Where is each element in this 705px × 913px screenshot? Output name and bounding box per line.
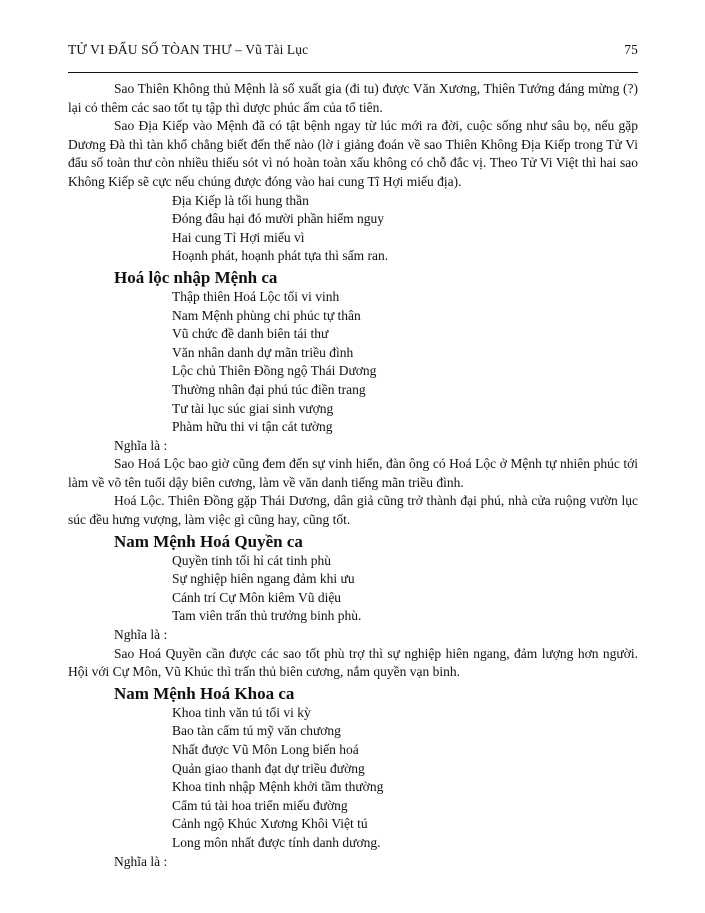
verse-line: Khoa tinh văn tú tối vi kỳ: [172, 704, 311, 720]
verse-line: Đóng đâu hại đó mười phần hiểm nguy: [172, 211, 385, 227]
verse-line: Long môn nhất được tính danh dương.: [172, 834, 381, 850]
section-heading: Hoá lộc nhập Mệnh ca: [114, 267, 278, 287]
verse-line: Cẩm tú tài hoa triển miếu đường: [172, 797, 348, 813]
verse-line: Vũ chức đề danh biên tái thư: [172, 326, 329, 342]
verse-line: Thường nhân đại phú túc điền trang: [172, 381, 366, 397]
verse-line: Sự nghiệp hiên ngang đảm khi ưu: [172, 571, 355, 587]
verse-block: [68, 288, 638, 437]
page-content: [68, 80, 638, 871]
verse-line: Tam viên trấn thủ trưởng binh phù.: [172, 608, 362, 624]
verse-line: Nhất được Vũ Môn Long biến hoá: [172, 742, 359, 757]
meaning-label: Nghĩa là :: [114, 853, 168, 869]
verse-line: Hai cung Tỉ Hợi miếu vì: [172, 229, 305, 245]
meaning-label: Nghĩa là :: [114, 437, 168, 453]
verse-line: Hoạnh phát, hoạnh phát tựa thì sấm ran.: [172, 248, 389, 264]
verse-line: Quản giao thanh đạt dự triều đường: [172, 760, 365, 776]
verse-line: Cánh trí Cự Môn kiêm Vũ diệu: [172, 589, 342, 605]
verse-line: Lộc chủ Thiên Đồng ngộ Thái Dương: [172, 363, 377, 379]
verse-line: Bao tàn cẩm tú mỹ văn chương: [172, 723, 341, 739]
verse-line: Địa Kiếp là tối hung thần: [172, 192, 309, 208]
verse-line: Văn nhân danh dự mãn triều đình: [172, 344, 354, 360]
verse-line: Phàm hữu thi vi tận cát tường: [172, 419, 333, 435]
paragraph: Sao Hoá Quyền cần được các sao tốt phù trợ thì sự nghiệp hiên ngang, đảm lượng hơn người. Hội với Cự Môn, Vũ Khúc thì trấn thủ biên cương, nắm quyền vạn binh.: [68, 645, 638, 680]
paragraph: Sao Thiên Không thủ Mệnh là số xuất gia (đi tu) được Văn Xương, Thiên Tướng đáng mừng (?) lại có thêm các sao tốt tụ tập thì dược phúc ấm của tổ tiên.: [68, 81, 638, 115]
verse-line: Thập thiên Hoá Lộc tối vi vinh: [172, 288, 340, 304]
verse-line: Tư tài lục súc giai sinh vượng: [172, 400, 334, 416]
paragraph: Sao Địa Kiếp vào Mệnh đã có tật bệnh ngay từ lúc mới ra đời, cuộc sống như sâu bọ, nếu gặp Dương Đà thì tàn khổ chẳng biết đến thế nào (lờ i giảng đoán về sao Thiên Không Địa Kiếp trong Tử Vi đẩu số toàn thư còn nhiều thiếu sót vì nó hoàn toàn xấu không có chỗ đắc vị. Theo Tử Vi Việt thì hai sao Không Kiếp sẽ cực nếu chúng được đóng vào hai cung Tî Hợi miếu địa).: [68, 118, 638, 189]
verse-line: Cảnh ngộ Khúc Xương Khôi Việt tú: [172, 816, 368, 832]
verse-block: [68, 704, 638, 853]
verse-line: Nam Mệnh phùng chi phúc tự thân: [172, 307, 361, 323]
verse-line: Khoa tinh nhập Mệnh khởi tầm thường: [172, 779, 384, 795]
section-heading: Nam Mệnh Hoá Quyền ca: [114, 531, 303, 551]
section-heading: Nam Mệnh Hoá Khoa ca: [114, 683, 295, 703]
verse-block: [68, 552, 638, 626]
book-title: TỬ VI ĐẨU SỐ TÒAN THƯ – Vũ Tài Lục: [68, 42, 309, 57]
paragraph: Hoá Lộc. Thiên Đồng gặp Thái Dương, dân giả cũng trở thành đại phú, nhà cửa ruộng vườn lục súc đều hưng vượng, làm việc gì cũng hay, cũng tốt.: [68, 493, 638, 528]
header-rule: [68, 72, 638, 73]
verse-block: [68, 192, 638, 266]
paragraph: Sao Hoá Lộc bao giờ cũng đem đến sự vinh hiển, đàn ông có Hoá Lộc ở Mệnh tự nhiên phúc tới làm về võ tên tuổi dậy biên cương, làm về văn danh tiếng mãn triều đình.: [68, 456, 638, 490]
meaning-label: Nghĩa là :: [114, 627, 168, 643]
verse-line: Quyền tinh tối hỉ cát tinh phù: [172, 552, 331, 568]
page-number: 75: [624, 42, 638, 57]
